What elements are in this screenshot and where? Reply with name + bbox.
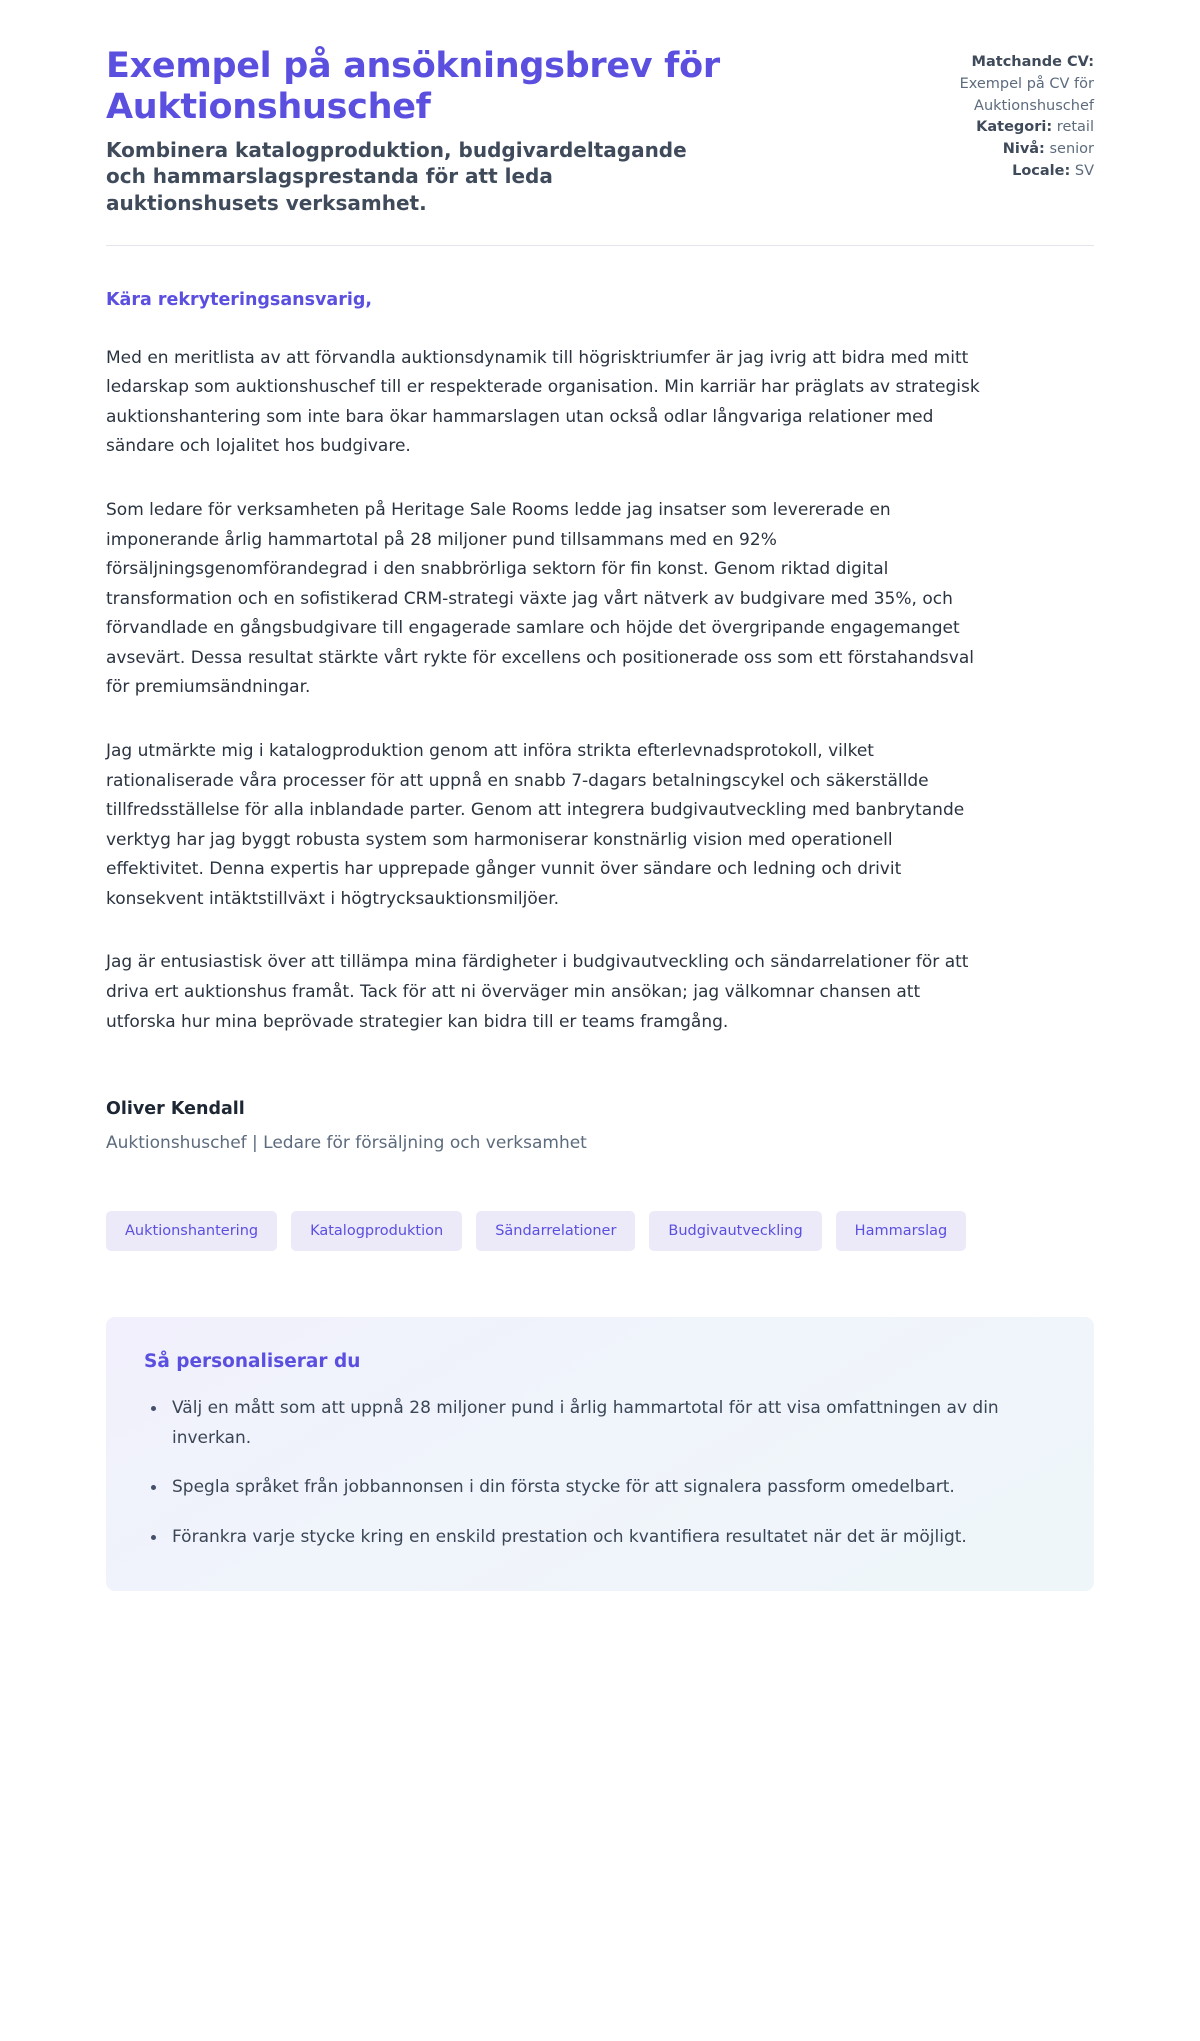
- signature-block: [106, 1099, 1094, 1153]
- tips-title: Så personaliserar du: [144, 1351, 361, 1373]
- tag-chip[interactable]: Budgivautveckling: [649, 1211, 821, 1251]
- meta-matching-cv-value[interactable]: Exempel på CV för Auktionshuschef: [959, 75, 1094, 114]
- letter-paragraph: Jag utmärkte mig i katalogproduktion genom att införa strikta efterlevnadsprotokoll, vilket rationaliserade våra processer för att uppnå en snabb 7-dagars betalningscykel och säkerställde tillfredsställelse för alla inblandade parter. Genom att integrera budgivautveckling med banbrytande verktyg har jag byggt robusta system som harmoniserar konstnärlig vision med operationell effektivitet. Denna expertis har upprepade gånger vunnit över sändare och ledning och drivit konsekvent intäktstillväxt i högtrycksauktionsmiljöer.: [106, 741, 965, 909]
- personalization-tips-callout: [106, 1317, 1094, 1590]
- tag-chip[interactable]: Katalogproduktion: [291, 1211, 462, 1251]
- signature-role: Auktionshuschef | Ledare för försäljning och verksamhet: [106, 1133, 587, 1154]
- meta-level: [904, 139, 1094, 161]
- tips-list: [144, 1394, 1056, 1552]
- meta-locale: [904, 161, 1094, 183]
- letter-paragraph: Som ledare för verksamheten på Heritage Sale Rooms ledde jag insatser som levererade en imponerande årlig hammartotal på 28 miljoner pund tillsammans med en 92% försäljningsgenomförandegrad i den snabbrörliga sektorn för fin konst. Genom riktad digital transformation och en sofistikerad CRM-strategi växte jag vårt nätverk av budgivare med 35%, och förvandlade en gångsbudgivare till engagerade samlare och höjde det övergripande engagemanget avsevärt. Dessa resultat stärkte vårt rykte för excellens och positionerade oss som ett förstahandsval för premiumsändningar.: [106, 499, 974, 698]
- signature-name: Oliver Kendall: [106, 1099, 245, 1120]
- header-metadata: [904, 46, 1094, 183]
- meta-level-label: Nivå:: [1002, 141, 1045, 157]
- header-title-block: [106, 46, 836, 217]
- tips-list-item: Förankra varje stycke kring en enskild prestation och kvantifiera resultatet när det är möjligt.: [168, 1523, 1056, 1553]
- tips-list-item: Välj en mått som att uppnå 28 miljoner pund i årlig hammartotal för att visa omfattningen av din inverkan.: [168, 1394, 1056, 1453]
- letter-paragraph: Med en meritlista av att förvandla auktionsdynamik till högrisktriumfer är jag ivrig att bidra med mitt ledarskap som auktionshuschef till er respekterade organisation. Min karriär har präglats av strategisk auktionshantering som inte bara ökar hammarslagen utan också odlar långvariga relationer med sändare och lojalitet hos budgivare.: [106, 347, 980, 457]
- meta-category: [904, 117, 1094, 139]
- letter-paragraph: Jag är entusiastisk över att tillämpa mina färdigheter i budgivautveckling och sändarrelationer för att driva ert auktionshus framåt. Tack för att ni överväger min ansökan; jag välkomnar chansen att utforska hur mina beprövade strategier kan bidra till er teams framgång.: [106, 952, 969, 1032]
- tag-list: [106, 1211, 1094, 1251]
- tag-chip[interactable]: Auktionshantering: [106, 1211, 277, 1251]
- meta-category-value: retail: [1056, 119, 1094, 136]
- meta-locale-label: Locale:: [1012, 162, 1071, 179]
- letter-salutation: Kära rekryteringsansvarig,: [106, 289, 373, 310]
- page-subtitle: Kombinera katalogproduktion, budgivardeltagande och hammarslagsprestanda för att leda auktionshusets verksamhet.: [106, 137, 687, 216]
- letter-body: [106, 246, 1094, 1038]
- meta-matching-cv: [904, 52, 1094, 117]
- meta-locale-value: SV: [1074, 162, 1094, 179]
- meta-level-value: senior: [1049, 141, 1094, 157]
- document-header: [106, 46, 1094, 217]
- meta-matching-cv-label: Matchande CV:: [971, 54, 1094, 70]
- tips-list-item: Spegla språket från jobbannonsen i din första stycke för att signalera passform omedelbart.: [168, 1473, 1056, 1503]
- tag-chip[interactable]: Sändarrelationer: [476, 1211, 635, 1251]
- tag-chip[interactable]: Hammarslag: [836, 1211, 967, 1251]
- page-title: Exempel på ansökningsbrev för Auktionshuschef: [106, 46, 720, 127]
- meta-category-label: Kategori:: [976, 119, 1053, 136]
